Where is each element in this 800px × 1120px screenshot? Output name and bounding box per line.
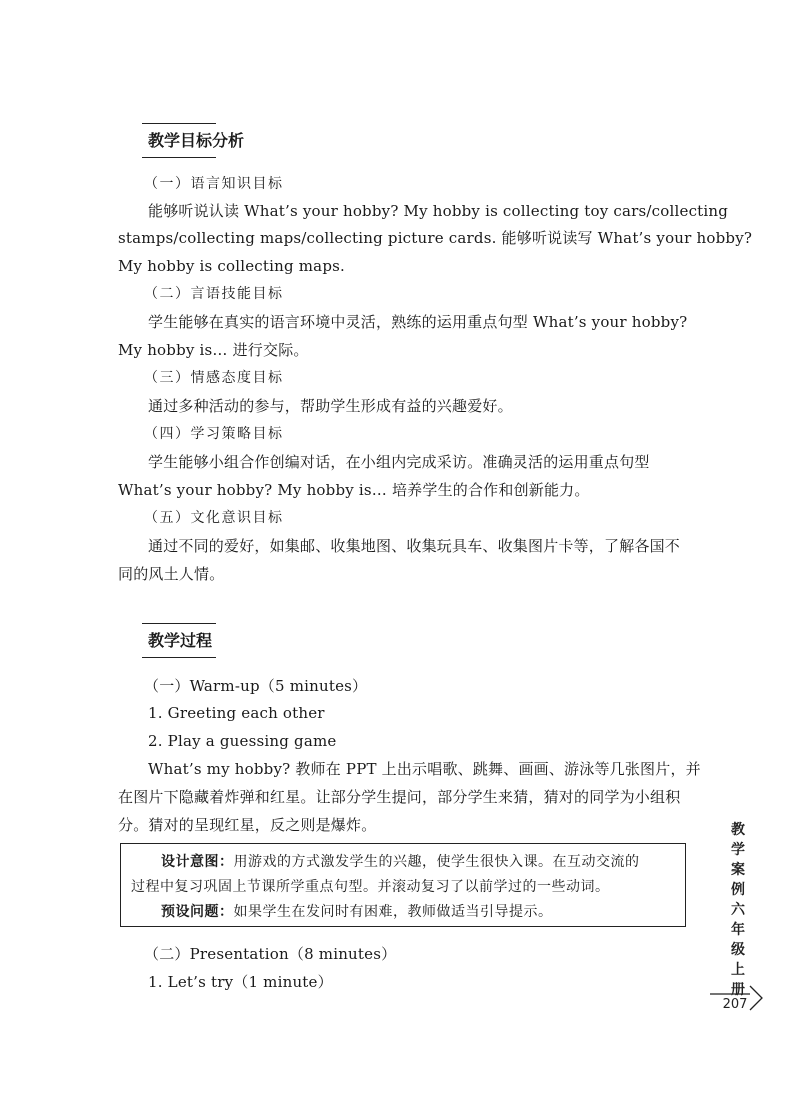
box-text: 用游戏的方式激发学生的兴趣，使学生很快入课。在互动交流的 [233, 854, 640, 870]
heading-rule-bottom [142, 657, 216, 658]
paragraph-line: What’s my hobby? 教师在 PPT 上出示唱歌、跳舞、画画、游泳等几张图片，并 [148, 760, 701, 778]
paragraph-line: 分。猜对的呈现红星，反之则是爆炸。 [118, 816, 377, 834]
paragraph-line: stamps/collecting maps/collecting picture cards. 能够听说读写 What’s your hobby? [118, 229, 753, 247]
paragraph-line: 同的风土人情。 [118, 565, 225, 583]
process-heading: 教学过程 [148, 631, 213, 650]
objective-4-title: （四）学习策略目标 [144, 426, 284, 442]
side-char: 学 [731, 842, 745, 858]
side-char: 上 [731, 962, 745, 978]
paragraph-line: My hobby is… 进行交际。 [118, 341, 309, 359]
objective-1-title: （一）语言知识目标 [144, 176, 284, 192]
side-char: 册 [731, 982, 745, 998]
paragraph-line: 学生能够在真实的语言环境中灵活，熟练的运用重点句型 What’s your hobby? [148, 313, 688, 331]
side-char: 年 [731, 922, 745, 938]
paragraph-line: 学生能够小组合作创编对话，在小组内完成采访。准确灵活的运用重点句型 [148, 453, 650, 471]
design-intent-label: 设计意图： [161, 854, 234, 870]
list-item: 1. Let’s try（1 minute） [148, 973, 333, 991]
side-char: 案 [731, 862, 745, 878]
paragraph-line: 通过不同的爱好，如集邮、收集地图、收集玩具车、收集图片卡等，了解各国不 [148, 537, 681, 555]
objective-3-title: （三）情感态度目标 [144, 370, 284, 386]
heading-rule-bottom [142, 157, 216, 158]
list-item: 1. Greeting each other [148, 704, 325, 722]
design-intent-box [120, 843, 686, 927]
heading-rule-top [142, 623, 216, 624]
paragraph-line: What’s your hobby? My hobby is… 培养学生的合作和创新能力。 [118, 481, 590, 499]
paragraph-line: My hobby is collecting maps. [118, 257, 345, 275]
paragraph-line: 通过多种活动的参与，帮助学生形成有益的兴趣爱好。 [148, 397, 513, 415]
side-char: 级 [731, 942, 745, 958]
heading-rule-top [142, 123, 216, 124]
objective-5-title: （五）文化意识目标 [144, 510, 284, 526]
page-number: 207 [722, 997, 748, 1012]
expected-issue-label: 预设问题： [161, 904, 234, 920]
box-text: 如果学生在发问时有困难，教师做适当引导提示。 [233, 904, 553, 920]
box-line: 过程中复习巩固上节课所学重点句型。并滚动复习了以前学过的一些动词。 [131, 879, 610, 895]
objective-2-title: （二）言语技能目标 [144, 286, 284, 302]
side-char: 六 [731, 902, 745, 918]
paragraph-line: 能够听说认读 What’s your hobby? My hobby is collecting toy cars/collecting [148, 202, 729, 220]
presentation-title: （二）Presentation（8 minutes） [144, 945, 397, 963]
list-item: 2. Play a guessing game [148, 732, 337, 750]
side-label-case [728, 820, 748, 900]
side-char: 教 [731, 822, 745, 838]
objectives-heading: 教学目标分析 [148, 131, 245, 150]
warmup-title: （一）Warm-up（5 minutes） [144, 677, 368, 695]
box-line [161, 852, 640, 872]
paragraph-line: 在图片下隐藏着炸弹和红星。让部分学生提问，部分学生来猜，猜对的同学为小组积 [118, 788, 681, 806]
box-line [161, 902, 553, 922]
side-char: 例 [731, 882, 745, 898]
